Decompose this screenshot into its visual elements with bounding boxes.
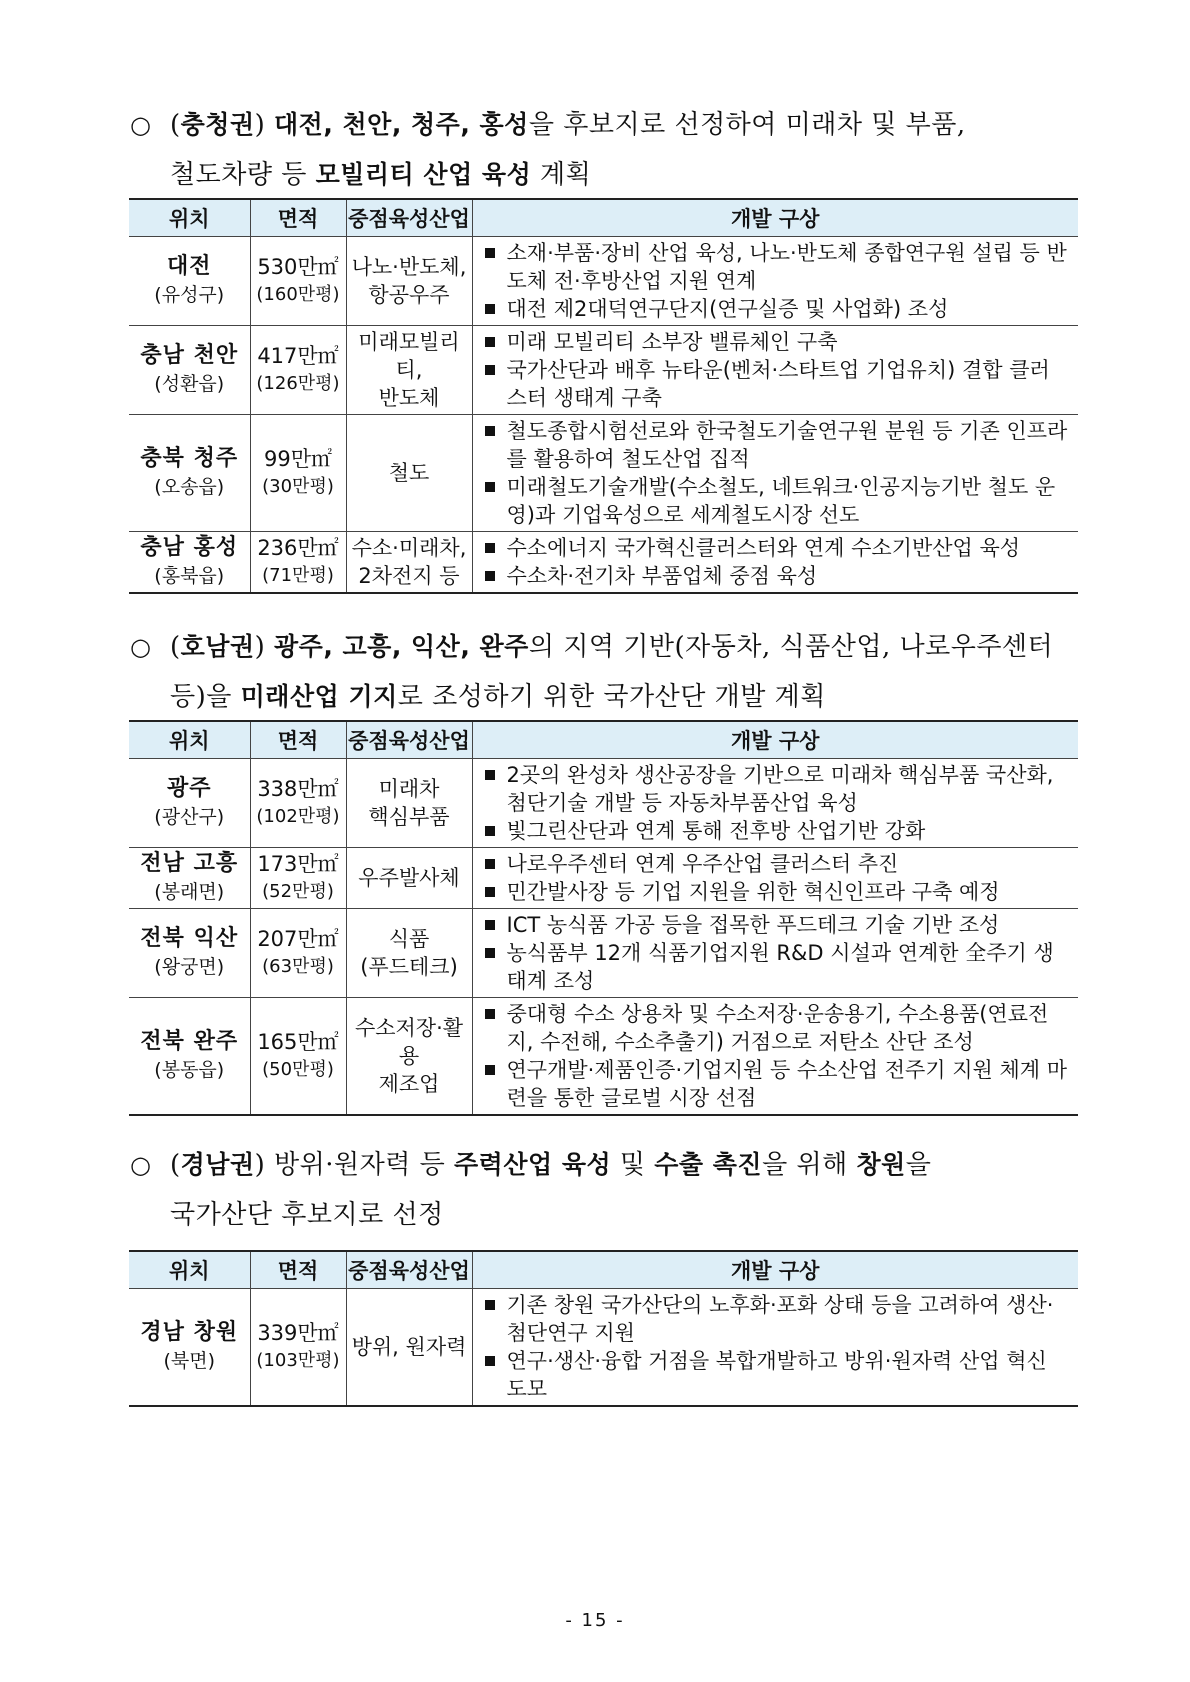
intro-text: ) 방위·원자력 등	[254, 1150, 455, 1180]
area-sqm: 173만㎡	[257, 852, 339, 876]
intro-emphasis: 충청권	[180, 110, 255, 139]
plan-cell	[472, 237, 1078, 326]
circle-bullet-icon: ○	[130, 1151, 152, 1179]
industry-line: (푸드테크)	[360, 955, 458, 979]
table-header-row	[129, 199, 1078, 237]
plan-item: ICT 농식품 가공 등을 접목한 푸드테크 기술 기반 조성	[483, 911, 1071, 939]
plan-cell	[472, 415, 1078, 532]
intro-text: 등)을	[170, 682, 241, 712]
intro-emphasis: 수출 촉진	[654, 1150, 763, 1179]
location-name: 대전	[166, 254, 212, 279]
area-cell	[250, 909, 346, 998]
section-intro	[130, 100, 1080, 200]
intro-line-1	[130, 622, 1080, 672]
plan-item: 연구·생산·융합 거점을 복합개발하고 방위·원자력 산업 혁신 도모	[483, 1347, 1071, 1403]
industry-line: 반도체	[378, 386, 440, 410]
intro-text: 국가산단 후보지로 선정	[170, 1200, 444, 1230]
plan-item: 중대형 수소 상용차 및 수소저장·운송용기, 수소용품(연료전지, 수전해, 수소추출기) 거점으로 저탄소 산단 조성	[483, 1000, 1071, 1056]
intro-text: )	[254, 632, 275, 662]
plan-cell	[472, 532, 1078, 594]
column-header: 면적	[250, 721, 346, 759]
industry-cell	[346, 415, 472, 532]
plan-item: 수소차·전기차 부품업체 중점 육성	[483, 562, 1071, 590]
intro-emphasis: 광주, 고흥, 익산, 완주	[274, 632, 529, 661]
location-cell	[129, 237, 250, 326]
industry-cell	[346, 998, 472, 1116]
intro-emphasis: 대전, 천안, 청주, 홍성	[274, 110, 529, 139]
plan-item: 국가산단과 배후 뉴타운(벤처·스타트업 기업유치) 결합 클러스터 생태계 구축	[483, 356, 1071, 412]
area-sqm: 530만㎡	[257, 255, 339, 279]
industry-cell	[346, 909, 472, 998]
intro-text: 을 후보지로 선정하여 미래차 및 부품,	[528, 110, 966, 140]
plan-item: 빛그린산단과 연계 통해 전후방 산업기반 강화	[483, 817, 1071, 845]
area-sqm: 338만㎡	[257, 777, 339, 801]
industry-cell	[346, 1289, 472, 1407]
area-sqm: 417만㎡	[257, 344, 339, 368]
industry-cell	[346, 326, 472, 415]
plan-cell	[472, 759, 1078, 848]
table-row	[129, 998, 1078, 1116]
location-cell	[129, 415, 250, 532]
area-sqm: 236만㎡	[257, 536, 339, 560]
intro-emphasis: 창원	[856, 1150, 906, 1179]
location-name: 충남 천안	[140, 343, 239, 368]
area-sqm: 165만㎡	[257, 1030, 339, 1054]
industry-line: 2차전지 등	[358, 564, 460, 588]
column-header: 중점육성산업	[346, 1251, 472, 1289]
column-header: 위치	[129, 721, 250, 759]
area-cell	[250, 1289, 346, 1407]
location-cell	[129, 1289, 250, 1407]
area-pyeong: (50만평)	[262, 1059, 334, 1080]
column-header: 개발 구상	[472, 721, 1078, 759]
table-row	[129, 759, 1078, 848]
industry-line: 나노·반도체,	[351, 255, 467, 279]
table-row	[129, 909, 1078, 998]
site-table-gyeongnam	[129, 1250, 1078, 1407]
industry-line: 수소·미래차,	[351, 536, 467, 560]
area-pyeong: (30만평)	[262, 476, 334, 497]
plan-item: 나로우주센터 연계 우주산업 클러스터 추진	[483, 850, 1071, 878]
area-pyeong: (52만평)	[262, 881, 334, 902]
location-name: 충북 청주	[140, 446, 239, 471]
intro-line-2	[130, 1190, 1080, 1240]
location-district: (광산구)	[154, 806, 225, 828]
area-cell	[250, 532, 346, 594]
plan-item: 연구개발·제품인증·기업지원 등 수소산업 전주기 지원 체계 마련을 통한 글로벌 시장 선점	[483, 1056, 1071, 1112]
area-pyeong: (71만평)	[262, 565, 334, 586]
intro-text: (	[170, 1150, 181, 1180]
area-pyeong: (160만평)	[256, 284, 340, 305]
location-name: 전남 고흥	[140, 851, 239, 876]
area-pyeong: (63만평)	[262, 956, 334, 977]
industry-line: 철도	[388, 461, 430, 485]
intro-line-2	[130, 150, 1080, 200]
industry-line: 우주발사체	[358, 866, 460, 890]
table-row	[129, 237, 1078, 326]
column-header: 개발 구상	[472, 1251, 1078, 1289]
column-header: 중점육성산업	[346, 721, 472, 759]
location-district: (봉동읍)	[154, 1059, 225, 1081]
plan-cell	[472, 326, 1078, 415]
intro-line-1	[130, 100, 1080, 150]
table-row	[129, 1289, 1078, 1407]
area-cell	[250, 759, 346, 848]
section-chungcheong	[0, 100, 1190, 200]
area-cell	[250, 998, 346, 1116]
plan-cell	[472, 998, 1078, 1116]
location-name: 광주	[166, 776, 212, 801]
location-cell	[129, 532, 250, 594]
plan-item: 소재·부품·장비 산업 육성, 나노·반도체 종합연구원 설립 등 반도체 전·후방산업 지원 연계	[483, 239, 1071, 295]
plan-cell	[472, 848, 1078, 909]
location-name: 전북 완주	[140, 1029, 239, 1054]
circle-bullet-icon: ○	[130, 633, 152, 661]
location-district: (북면)	[163, 1350, 216, 1372]
page-number: - 15 -	[565, 1610, 625, 1631]
plan-cell	[472, 1289, 1078, 1407]
site-table-honam	[129, 720, 1078, 1116]
area-pyeong: (103만평)	[256, 1350, 340, 1371]
area-sqm: 207만㎡	[257, 927, 339, 951]
table-row	[129, 415, 1078, 532]
industry-line: 미래모빌리티,	[358, 330, 460, 382]
column-header: 중점육성산업	[346, 199, 472, 237]
location-name: 전북 익산	[140, 926, 239, 951]
area-cell	[250, 848, 346, 909]
plan-item: 미래 모빌리티 소부장 밸류체인 구축	[483, 328, 1071, 356]
table-row	[129, 848, 1078, 909]
area-pyeong: (102만평)	[256, 806, 340, 827]
table-row	[129, 326, 1078, 415]
industry-line: 방위, 원자력	[351, 1335, 467, 1359]
area-sqm: 339만㎡	[257, 1321, 339, 1345]
circle-bullet-icon: ○	[130, 111, 152, 139]
intro-emphasis: 모빌리티 산업 육성	[315, 160, 532, 189]
column-header: 위치	[129, 199, 250, 237]
intro-text: )	[254, 110, 275, 140]
industry-cell	[346, 237, 472, 326]
industry-line: 미래차	[378, 777, 440, 801]
intro-emphasis: 경남권	[180, 1150, 255, 1179]
intro-text: 의 지역 기반(자동차, 식품산업, 나로우주센터	[528, 632, 1054, 662]
intro-line-2	[130, 672, 1080, 722]
industry-line: 수소저장·활용	[354, 1016, 464, 1068]
column-header: 면적	[250, 1251, 346, 1289]
column-header: 개발 구상	[472, 199, 1078, 237]
industry-line: 제조업	[378, 1072, 440, 1096]
plan-item: 민간발사장 등 기업 지원을 위한 혁신인프라 구축 예정	[483, 878, 1071, 906]
plan-item: 철도종합시험선로와 한국철도기술연구원 분원 등 기존 인프라를 활용하여 철도산업 집적	[483, 417, 1071, 473]
location-cell	[129, 909, 250, 998]
intro-line-1	[130, 1140, 1080, 1190]
plan-item: 수소에너지 국가혁신클러스터와 연계 수소기반산업 육성	[483, 534, 1071, 562]
area-cell	[250, 415, 346, 532]
location-district: (성환읍)	[154, 373, 225, 395]
industry-line: 핵심부품	[368, 805, 450, 829]
location-district: (봉래면)	[154, 881, 225, 903]
intro-emphasis: 주력산업 육성	[454, 1150, 612, 1179]
location-cell	[129, 848, 250, 909]
area-pyeong: (126만평)	[256, 373, 340, 394]
intro-text: 계획	[531, 160, 592, 190]
plan-cell	[472, 909, 1078, 998]
intro-text: 철도차량 등	[170, 160, 316, 190]
plan-item: 미래철도기술개발(수소철도, 네트워크·인공지능기반 철도 운영)과 기업육성으로 세계철도시장 선도	[483, 473, 1071, 529]
area-sqm: 99만㎡	[263, 447, 332, 471]
site-table-chungcheong	[129, 198, 1078, 594]
plan-item: 2곳의 완성차 생산공장을 기반으로 미래차 핵심부품 국산화, 첨단기술 개발 등 자동차부품산업 육성	[483, 761, 1071, 817]
intro-text: 을	[905, 1150, 932, 1180]
section-honam	[0, 622, 1190, 722]
table-header-row	[129, 1251, 1078, 1289]
plan-item: 대전 제2대덕연구단지(연구실증 및 사업화) 조성	[483, 295, 1071, 323]
column-header: 면적	[250, 199, 346, 237]
area-cell	[250, 326, 346, 415]
intro-emphasis: 미래산업 기지	[240, 682, 398, 711]
location-district: (홍북읍)	[154, 565, 225, 587]
intro-text: (	[170, 632, 181, 662]
location-cell	[129, 759, 250, 848]
industry-line: 항공우주	[368, 283, 450, 307]
section-intro	[130, 1140, 1080, 1240]
table-header-row	[129, 721, 1078, 759]
industry-cell	[346, 759, 472, 848]
location-district: (유성구)	[154, 284, 225, 306]
industry-cell	[346, 532, 472, 594]
location-name: 충남 홍성	[140, 535, 239, 560]
section-gyeongnam	[0, 1140, 1190, 1240]
intro-text: (	[170, 110, 181, 140]
intro-text: 및	[611, 1150, 655, 1180]
industry-cell	[346, 848, 472, 909]
location-cell	[129, 998, 250, 1116]
table-row	[129, 532, 1078, 594]
intro-text: 을 위해	[762, 1150, 857, 1180]
location-district: (왕궁면)	[154, 956, 225, 978]
location-district: (오송읍)	[154, 476, 225, 498]
column-header: 위치	[129, 1251, 250, 1289]
section-intro	[130, 622, 1080, 722]
plan-item: 기존 창원 국가산단의 노후화·포화 상태 등을 고려하여 생산·첨단연구 지원	[483, 1291, 1071, 1347]
area-cell	[250, 237, 346, 326]
intro-emphasis: 호남권	[180, 632, 255, 661]
industry-line: 식품	[388, 927, 430, 951]
location-cell	[129, 326, 250, 415]
plan-item: 농식품부 12개 식품기업지원 R&D 시설과 연계한 全주기 생태계 조성	[483, 939, 1071, 995]
location-name: 경남 창원	[140, 1320, 239, 1345]
intro-text: 로 조성하기 위한 국가산단 개발 계획	[397, 682, 826, 712]
